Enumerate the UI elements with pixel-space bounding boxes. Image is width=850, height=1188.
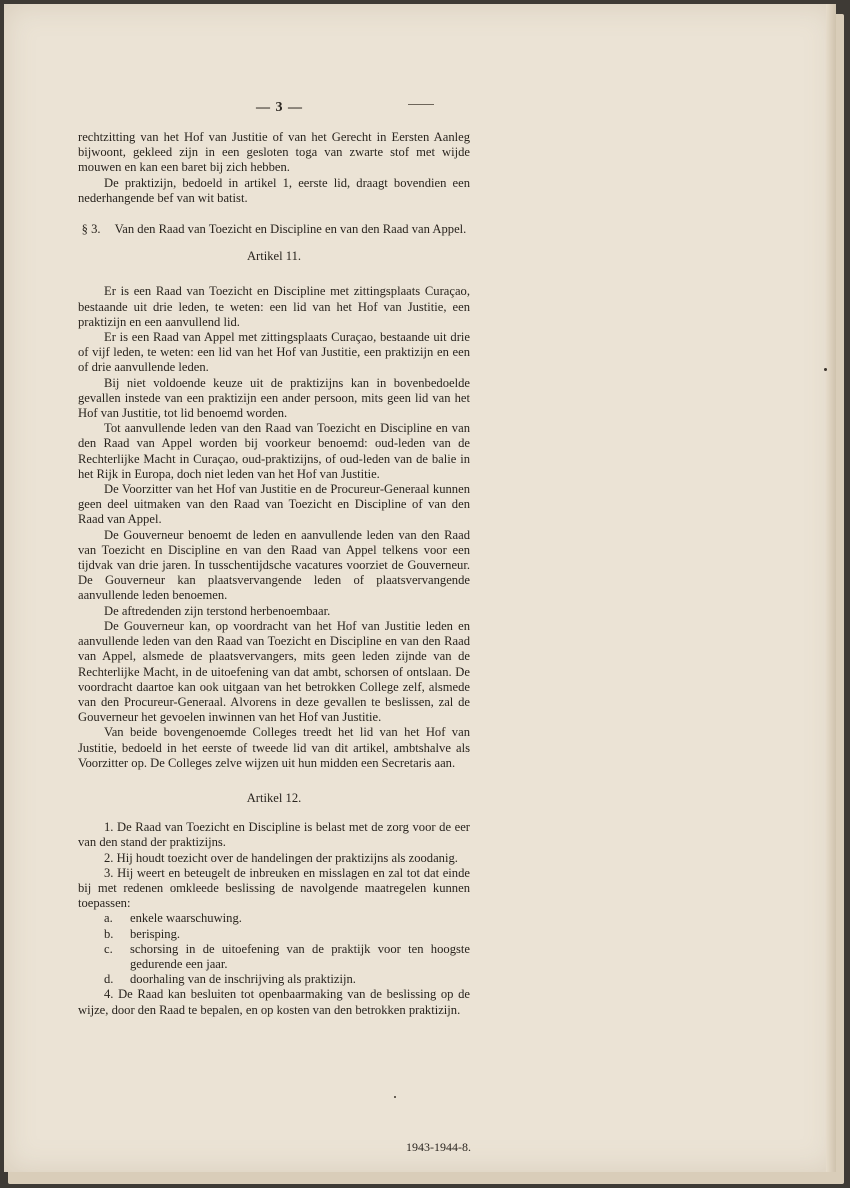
- article-11-paragraph: Er is een Raad van Toezicht en Discipline met zittingsplaats Curaçao, bestaande uit drie leden, te weten: een lid van het Hof van Justitie, een praktizijn en een aanvullend lid.: [78, 284, 470, 329]
- article-11-paragraph: Bij niet voldoende keuze uit de praktizijns kan in bovenbedoelde gevallen instede van een praktizijn een ander persoon, mits geen lid van het Hof van Justitie, tot lid benoemd worden.: [78, 375, 470, 421]
- list-text: doorhaling van de inschrijving als praktizijn.: [130, 972, 356, 987]
- article-11-paragraph: De aftredenden zijn terstond herbenoembaar.: [104, 603, 331, 618]
- article-11-heading: Artikel 11.: [246, 249, 302, 264]
- measure-list-item: [78, 911, 470, 926]
- document-reference: 1943-1944-8.: [406, 1140, 471, 1154]
- article-11-paragraph: De Gouverneur kan, op voordracht van het Hof van Justitie leden en aanvullende leden van den Raad van Toezicht en Discipline en van den Raad van Appel, alsmede de plaatsvervangers, mits geen leden zijnde van de Rechterlijke Macht, in de uitoefening van dat ambt, schorsen of ontslaan. De voordracht daartoe kan ook uitgaan van het betrokken College zelf, alsmede van den Procureur-Generaal. Alvorens in deze gevallen te beslissen, zal de Gouverneur het gevoelen inwinnen van het Hof van Justitie.: [78, 618, 470, 725]
- page-edge: [826, 4, 836, 1172]
- intro-paragraph: rechtzitting van het Hof van Justitie of van het Gerecht in Eersten Aanleg bijwoont, gekleed zijn in een gesloten toga van zwarte stof met wijde mouwen en kan een baret bij zich hebben.: [78, 130, 470, 175]
- list-label: c.: [104, 941, 113, 956]
- paper-speck: [824, 368, 827, 371]
- section-title: Van den Raad van Toezicht en Discipline en van den Raad van Appel.: [114, 222, 467, 237]
- article-12-heading: Artikel 12.: [246, 790, 302, 805]
- article-12-paragraph: 1. De Raad van Toezicht en Discipline is belast met de zorg voor de eer van den stand der praktizijns.: [78, 820, 470, 850]
- article-11-paragraph: De Gouverneur benoemt de leden en aanvullende leden van den Raad van Toezicht en Discipline en van den Raad van Appel telkens voor een tijdvak van drie jaren. In tusschentijdsche vacatures voorziet de Gouverneur. De Gouverneur kan plaatsvervangende leden of plaatsvervangende aanvullende leden benoemen.: [78, 527, 470, 603]
- measure-list-item: [78, 927, 470, 942]
- section-number: § 3.: [81, 222, 101, 237]
- document-body: [78, 130, 470, 1018]
- list-text: schorsing in de uitoefening van de praktijk voor ten hoogste gedurende een jaar.: [130, 941, 470, 971]
- list-label: b.: [104, 926, 114, 941]
- list-label: a.: [104, 911, 113, 926]
- article-12-paragraph: 2. Hij houdt toezicht over de handelingen der praktizijns als zoodanig.: [104, 850, 458, 865]
- intro-paragraph: De praktizijn, bedoeld in artikel 1, eerste lid, draagt bovendien een nederhangende bef van wit batist.: [78, 175, 470, 205]
- list-label: d.: [104, 972, 114, 987]
- page-number-rule: [408, 104, 434, 105]
- page-number: — 3 —: [256, 100, 303, 115]
- list-text: enkele waarschuwing.: [130, 911, 242, 926]
- article-11-paragraph: Er is een Raad van Appel met zittingsplaats Curaçao, bestaande uit drie of vijf leden, te weten: een lid van het Hof van Justitie, een praktizijn en een of drie aanvullende leden.: [78, 330, 470, 375]
- article-12-paragraph: 4. De Raad kan besluiten tot openbaarmaking van de beslissing op de wijze, door den Raad te bepalen, en op kosten van den betrokken praktizijn.: [78, 987, 470, 1017]
- article-11-paragraph: Van beide bovengenoemde Colleges treedt het lid van het Hof van Justitie, bedoeld in het eerste of tweede lid van dit artikel, ambtshalve als Voorzitter op. De Colleges zelve wijzen uit hun midden een Secretaris aan.: [78, 725, 470, 770]
- article-11-paragraph: Tot aanvullende leden van den Raad van Toezicht en Discipline en van den Raad van Appel worden bij voorkeur benoemd: oud-leden van de Rechterlijke Macht in Curaçao, oud-praktizijns, of oud-leden van de balie in het Rijk in Europa, doch niet leden van het Hof van Justitie.: [78, 421, 470, 481]
- section-heading: [78, 222, 470, 237]
- measure-list-item: [78, 942, 470, 972]
- paper-speck: [394, 1096, 396, 1098]
- article-12-paragraph: 3. Hij weert en beteugelt de inbreuken en misslagen en zal tot dat einde bij met redenen omkleede beslissing de navolgende maatregelen kunnen toepassen:: [78, 865, 470, 911]
- list-text: berisping.: [130, 926, 181, 941]
- measure-list-item: [78, 972, 470, 987]
- article-11-paragraph: De Voorzitter van het Hof van Justitie en de Procureur-Generaal kunnen geen deel uitmaken van den Raad van Toezicht en Discipline of van den Raad van Appel.: [78, 482, 470, 527]
